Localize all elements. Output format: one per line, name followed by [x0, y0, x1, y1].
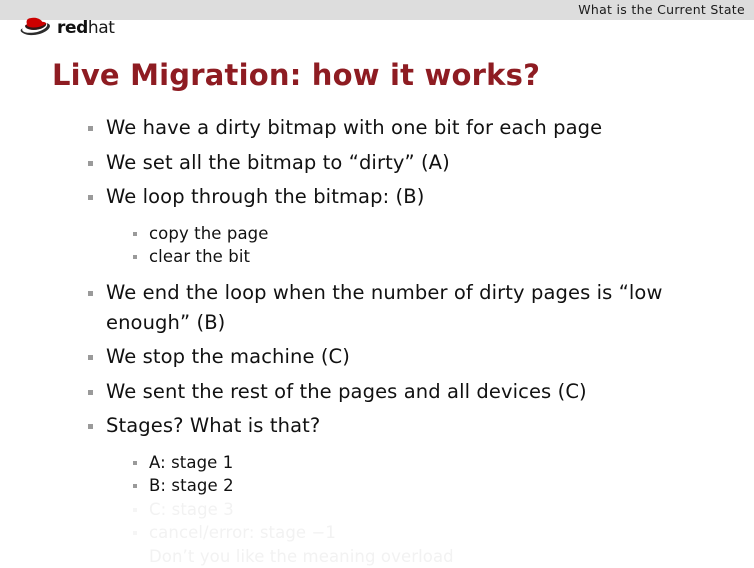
- redhat-logo: [18, 14, 115, 40]
- list-item-text: clear the bit: [149, 247, 250, 266]
- logo-word-hat: hat: [88, 18, 115, 38]
- list-item-text: We set all the bitmap to “dirty” (A): [106, 151, 450, 174]
- list-item-text: We loop through the bitmap: (B): [106, 185, 424, 208]
- list-item: [0, 278, 754, 338]
- redhat-wordmark: [57, 20, 115, 37]
- bullet-square-icon: [133, 531, 137, 535]
- bullet-square-icon: [88, 195, 93, 200]
- list-item-text: Stages? What is that?: [106, 414, 320, 437]
- list-item-text: B: stage 2: [149, 476, 234, 495]
- logo-word-red: red: [57, 18, 88, 38]
- bullet-square-icon: [88, 126, 93, 131]
- bullet-square-icon: [133, 484, 137, 488]
- list-item: [0, 113, 754, 143]
- bullet-square-icon: [133, 232, 137, 236]
- list-item-text: C: stage 3: [149, 500, 234, 519]
- list-item: [0, 474, 754, 498]
- bullet-square-icon: [88, 424, 93, 429]
- bullet-square-icon: [88, 291, 93, 296]
- list-item-inactive: [0, 545, 754, 568]
- list-item-text: We stop the machine (C): [106, 345, 350, 368]
- list-item: [0, 377, 754, 407]
- page-title: Live Migration: how it works?: [52, 58, 540, 92]
- bullet-square-icon: [133, 508, 137, 512]
- bullet-square-icon: [133, 255, 137, 259]
- list-item: [0, 451, 754, 475]
- bullet-square-icon: [88, 161, 93, 166]
- bullet-square-icon: [88, 390, 93, 395]
- list-item-text: copy the page: [149, 224, 268, 243]
- list-item-text: cancel/error: stage −1: [149, 523, 336, 542]
- bullet-square-icon: [133, 461, 137, 465]
- section-title: What is the Current State: [578, 2, 745, 17]
- list-item: [0, 245, 754, 269]
- list-item: [0, 342, 754, 372]
- list-item: [0, 222, 754, 246]
- list-item-inactive: [0, 498, 754, 522]
- redhat-shadowman-icon: [18, 15, 56, 39]
- list-item-text: Don’t you like the meaning overload: [149, 547, 454, 566]
- bullet-square-icon: [88, 355, 93, 360]
- list-item: [0, 182, 754, 212]
- list-item: [0, 148, 754, 178]
- slide-body: [0, 113, 754, 568]
- list-item-text: We have a dirty bitmap with one bit for each page: [106, 116, 602, 139]
- spacer: [0, 269, 754, 278]
- list-item: [0, 411, 754, 441]
- list-item-text: We sent the rest of the pages and all devices (C): [106, 380, 587, 403]
- list-item-text: We end the loop when the number of dirty pages is “low enough” (B): [106, 281, 663, 334]
- list-item-text: A: stage 1: [149, 453, 233, 472]
- list-item-inactive: [0, 521, 754, 545]
